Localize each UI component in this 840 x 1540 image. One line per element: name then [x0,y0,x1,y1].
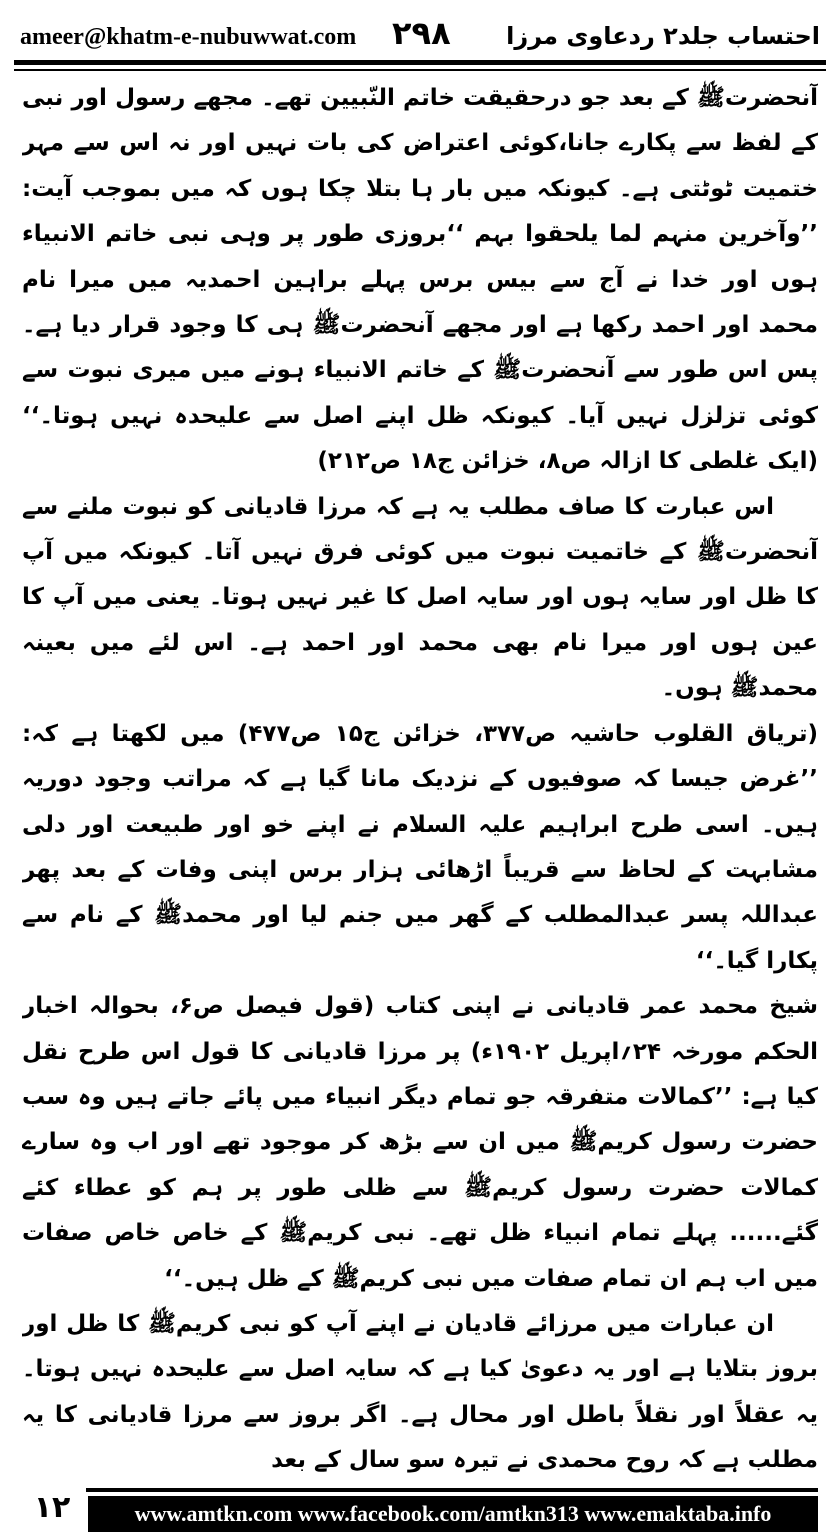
paragraph-3: (تریاق القلوب حاشیہ ص۳۷۷، خزائن ج۱۵ ص۴۷۷) میں لکھتا ہے کہ: ’’غرض جیسا کہ صوفیوں کے نزدیک مانا گیا ہے کہ مراتب وجود دوریہ ہیں۔ اسی طرح ابراہیم علیہ السلام نے اپنے خو اور طبیعت اور دلی مشابہت کے لحاظ سے قریباً اڑھائی ہزار برس اپنی وفات کے بعد پھر عبداللہ پسر عبدالمطلب کے گھر میں جنم لیا اور محمدﷺ کے نام سے پکارا گیا۔‘‘ [22,720,818,974]
header-book-title: احتساب جلد۲ ردعاوی مرزا [506,22,820,50]
header-rule-thin [14,69,826,71]
footer-websites[interactable]: www.amtkn.com www.facebook.com/amtkn313 www.emaktaba.info [88,1496,818,1532]
paragraph-1-reference: (ایک غلطی کا ازالہ ص۸، خزائن ج۱۸ ص۲۱۲) [317,448,818,475]
paragraph-5: ان عبارات میں مرزائے قادیان نے اپنے آپ کو نبی کریمﷺ کا ظل اور بروز بتلایا ہے اور یہ دعویٰ کیا ہے کہ سایہ اصل سے علیحدہ نہیں ہوتا۔ یہ عقلاً اور نقلاً باطل اور محال ہے۔ اگر بروز سے مرزا قادیانی کا یہ مطلب ہے کہ روح محمدی نے تیرہ سو سال کے بعد [22,1310,818,1474]
page-header [14,10,826,58]
header-page-number: ۲۹۸ [392,14,451,52]
paragraph-2: اس عبارت کا صاف مطلب یہ ہے کہ مرزا قادیانی کو نبوت ملنے سے آنحضرتﷺ کے خاتمیت نبوت میں کوئی فرق نہیں آتا۔ کیونکہ میں آپ کا ظل اور سایہ ہوں اور سایہ اصل کا غیر نہیں ہوتا۔ یعنی میں آپ کا عین ہوں اور میرا نام بھی محمد اور احمد ہے۔ اس لئے میں بعینہ محمدﷺ ہوں۔ [22,493,818,702]
footer-page-number: ۱۲ [33,1490,71,1525]
paragraph-1 [22,76,818,485]
header-email: ameer@khatm-e-nubuwwat.com [20,24,357,50]
paragraph-4: شیخ محمد عمر قادیانی نے اپنی کتاب (قول فیصل ص۶، بحوالہ اخبار الحکم مورخہ ۲۴؍اپریل ۱۹۰۲ء) پر مرزا قادیانی کا قول اس طرح نقل کیا ہے: ’’کمالات متفرقہ جو تمام دیگر انبیاء میں پائے جاتے ہیں وہ سب حضرت رسول کریمﷺ میں ان سے بڑھ کر موجود تھے اور اب وہ سارے کمالات حضرت رسول کریمﷺ سے ظلی طور پر ہم کو عطاء کئے گئے...... پہلے تمام انبیاء ظل تھے۔ نبی کریمﷺ کے خاص خاص صفات میں اب ہم ان تمام صفات میں نبی کریمﷺ کے ظل ہیں۔‘‘ [22,993,818,1292]
paragraph-1-text: آنحضرتﷺ کے بعد جو درحقیقت خاتم النّبیین تھے۔ مجھے رسول اور نبی کے لفظ سے پکارے جانا،کوئی اعتراض کی بات نہیں اور نہ اس سے مہر ختمیت ٹوٹتی ہے۔ کیونکہ میں بار ہا بتلا چکا ہوں کہ میں بموجب آیت: ’’وآخرین منہم لما یلحقوا بہم ‘‘بروزی طور پر وہی نبی خاتم الانبیاء ہوں اور خدا نے آج سے بیس برس پہلے براہین احمدیہ میں میرا نام محمد اور احمد رکھا ہے اور مجھے آنحضرتﷺ ہی کا وجود قرار دیا ہے۔ پس اس طور سے آنحضرتﷺ کے خاتم الانبیاء ہونے میں میری نبوت سے کوئی تزلزل نہیں آیا۔ کیونکہ ظل اپنے اصل سے علیحدہ نہیں ہوتا۔‘‘ [22,85,818,429]
page-footer [22,1488,818,1532]
header-rule-thick [14,60,826,65]
page-body [22,76,818,1478]
footer-rule [86,1488,818,1492]
